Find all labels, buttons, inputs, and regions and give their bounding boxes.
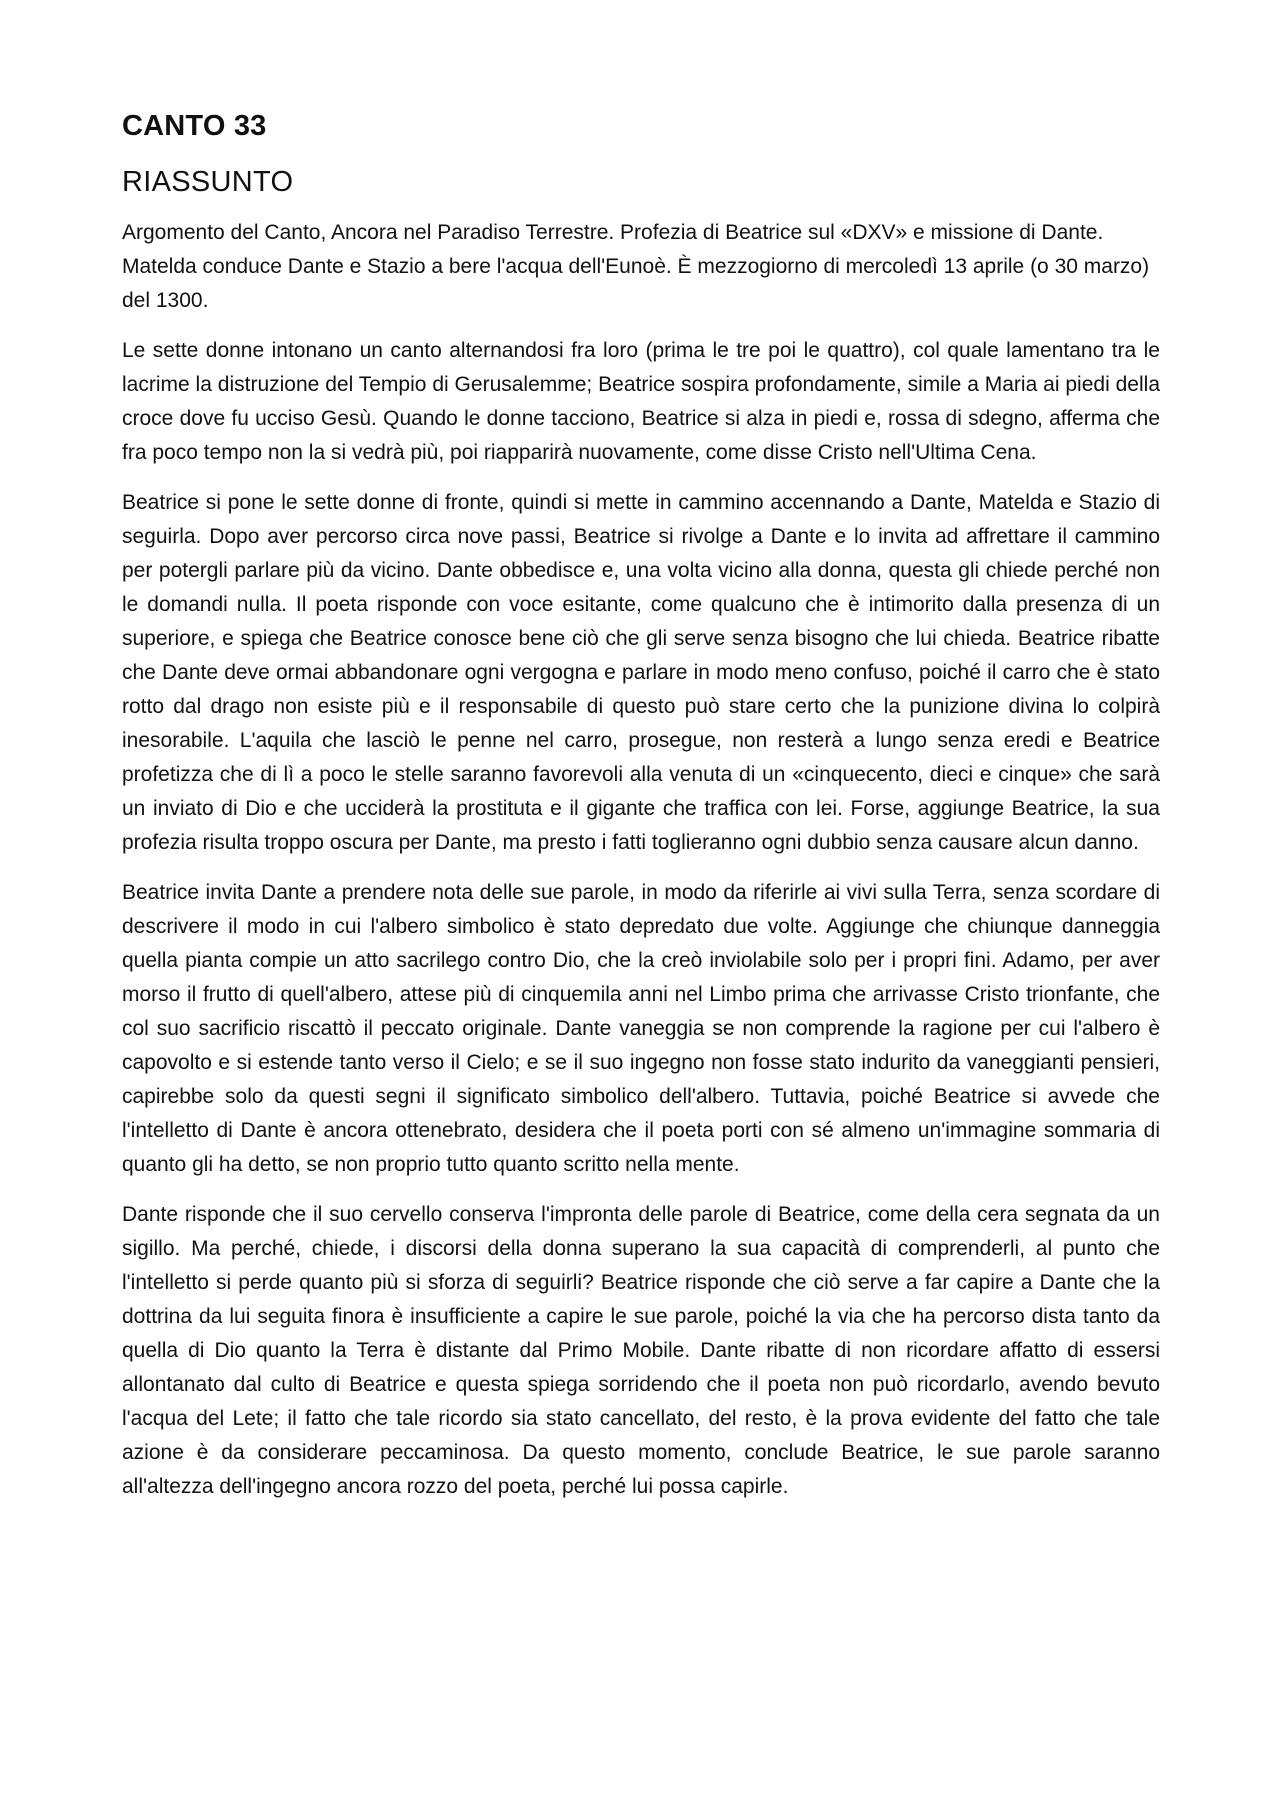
paragraph: Beatrice invita Dante a prendere nota delle sue parole, in modo da riferirle ai vivi sulla Terra, senza scordare di descrivere il modo in cui l'albero simbolico è stato depredato due volte. Aggiunge che chiunque danneggia quella pianta compie un atto sacrilego contro Dio, che la creò inviolabile solo per i propri fini. Adamo, per aver morso il frutto di quell'albero, attese più di cinquemila anni nel Limbo prima che arrivasse Cristo trionfante, che col suo sacrificio riscattò il peccato originale. Dante vaneggia se non comprende la ragione per cui l'albero è capovolto e si estende tanto verso il Cielo; e se il suo ingegno non fosse stato indurito da vaneggianti pensieri, capirebbe solo da questi segni il significato simbolico dell'albero. Tuttavia, poiché Beatrice si avvede che l'intelletto di Dante è ancora ottenebrato, desidera che il poeta porti con sé almeno un'immagine sommaria di quanto gli ha detto, se non proprio tutto quanto scritto nella mente. (122, 881, 1160, 1176)
paragraph: Beatrice si pone le sette donne di fronte, quindi si mette in cammino accennando a Dante, Matelda e Stazio di seguirla. Dopo aver percorso circa nove passi, Beatrice si rivolge a Dante e lo invita ad affrettare il cammino per potergli parlare più da vicino. Dante obbedisce e, una volta vicino alla donna, questa gli chiede perché non le domandi nulla. Il poeta risponde con voce esitante, come qualcuno che è intimorito dalla presenza di un superiore, e spiega che Beatrice conosce bene ciò che gli serve senza bisogno che lui chieda. Beatrice ribatte che Dante deve ormai abbandonare ogni vergogna e parlare in modo meno confuso, poiché il carro che è stato rotto dal drago non esiste più e il responsabile di questo può stare certo che la punizione divina lo colpirà inesorabile. L'aquila che lasciò le penne nel carro, prosegue, non resterà a lungo senza eredi e Beatrice profetizza che di lì a poco le stelle saranno favorevoli alla venuta di un «cinquecento, dieci e cinque» che sarà un inviato di Dio e che ucciderà la prostituta e il gigante che traffica con lei. Forse, aggiunge Beatrice, la sua profezia risulta troppo oscura per Dante, ma presto i fatti toglieranno ogni dubbio senza causare alcun danno. (122, 491, 1160, 854)
canto-title: CANTO 33 (122, 110, 267, 142)
paragraph: Dante risponde che il suo cervello conserva l'impronta delle parole di Beatrice, come della cera segnata da un sigillo. Ma perché, chiede, i discorsi della donna superano la sua capacità di comprenderli, al punto che l'intelletto si perde quanto più si sforza di seguirli? Beatrice risponde che ciò serve a far capire a Dante che la dottrina da lui seguita finora è insufficiente a capire le sue parole, poiché la via che ha percorso dista tanto da quella di Dio quanto la Terra è distante dal Primo Mobile. Dante ribatte di non ricordare affatto di essersi allontanato dal culto di Beatrice e questa spiega sorridendo che il poeta non può ricordarlo, avendo bevuto l'acqua del Lete; il fatto che tale ricordo sia stato cancellato, del resto, è la prova evidente del fatto che tale azione è da considerare peccaminosa. Da questo momento, conclude Beatrice, le sue parole saranno all'altezza dell'ingegno ancora rozzo del poeta, perché lui possa capirle. (122, 1203, 1160, 1498)
paragraph: Le sette donne intonano un canto alternandosi fra loro (prima le tre poi le quattro), col quale lamentano tra le lacrime la distruzione del Tempio di Gerusalemme; Beatrice sospira profondamente, simile a Maria ai piedi della croce dove fu ucciso Gesù. Quando le donne tacciono, Beatrice si alza in piedi e, rossa di sdegno, afferma che fra poco tempo non la si vedrà più, poi riapparirà nuovamente, come disse Cristo nell'Ultima Cena. (122, 339, 1160, 464)
document-page (122, 108, 1160, 1520)
paragraph-argument: Argomento del Canto, Ancora nel Paradiso Terrestre. Profezia di Beatrice sul «DXV» e missione di Dante. Matelda conduce Dante e Stazio a bere l'acqua dell'Eunoè. È mezzogiorno di mercoledì 13 aprile (o 30 marzo) del 1300. (122, 221, 1150, 312)
section-title: RIASSUNTO (122, 166, 294, 198)
